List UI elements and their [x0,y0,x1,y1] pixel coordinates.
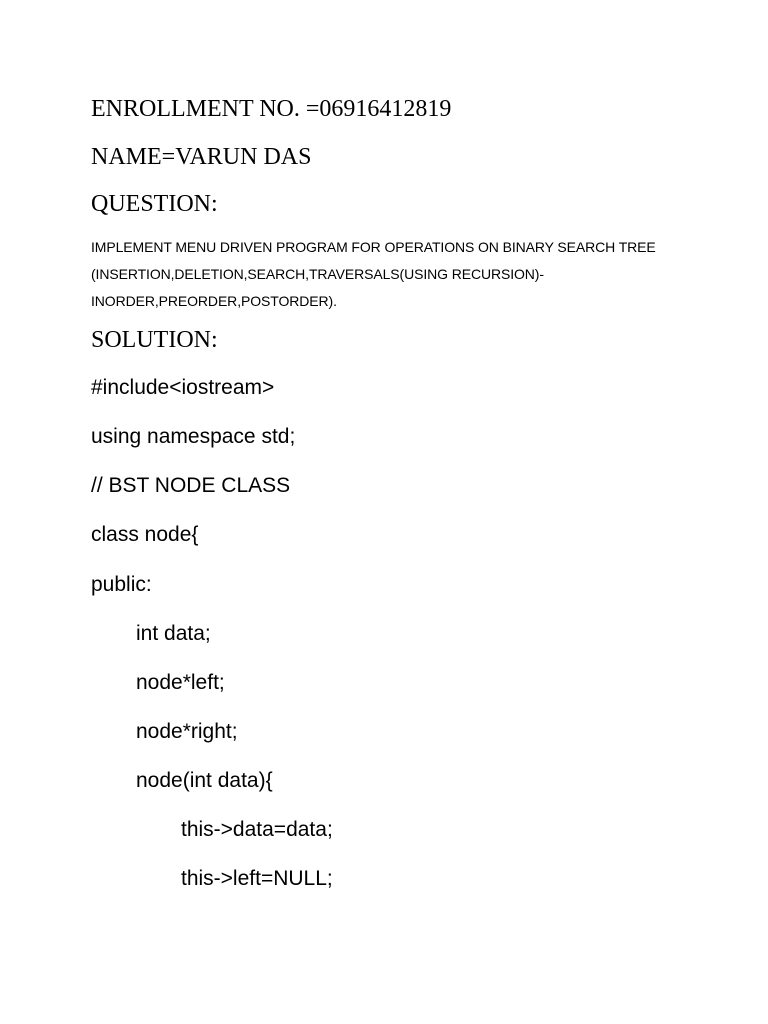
student-name: NAME=VARUN DAS [91,144,312,170]
code-line: #include<iostream> [91,376,275,399]
code-line: this->data=data; [181,818,333,841]
code-line: // BST NODE CLASS [91,474,291,497]
code-line: public: [91,573,152,596]
code-line: node*right; [136,720,238,743]
code-line: node(int data){ [136,769,273,792]
solution-heading: SOLUTION: [91,327,218,353]
code-line: class node{ [91,523,199,546]
code-line: node*left; [136,671,225,694]
enrollment-number: ENROLLMENT NO. =06916412819 [91,96,452,122]
question-text: IMPLEMENT MENU DRIVEN PROGRAM FOR OPERATIONS ON BINARY SEARCH TREE (INSERTION,DELETION,SEARCH,TRAVERSALS(USING RECURSION)-INORDER,PREORDER,POSTORDER). [91,239,656,309]
code-line: this->left=NULL; [181,867,333,890]
code-line: using namespace std; [91,425,296,448]
question-heading: QUESTION: [91,191,218,217]
code-line: int data; [136,622,211,645]
